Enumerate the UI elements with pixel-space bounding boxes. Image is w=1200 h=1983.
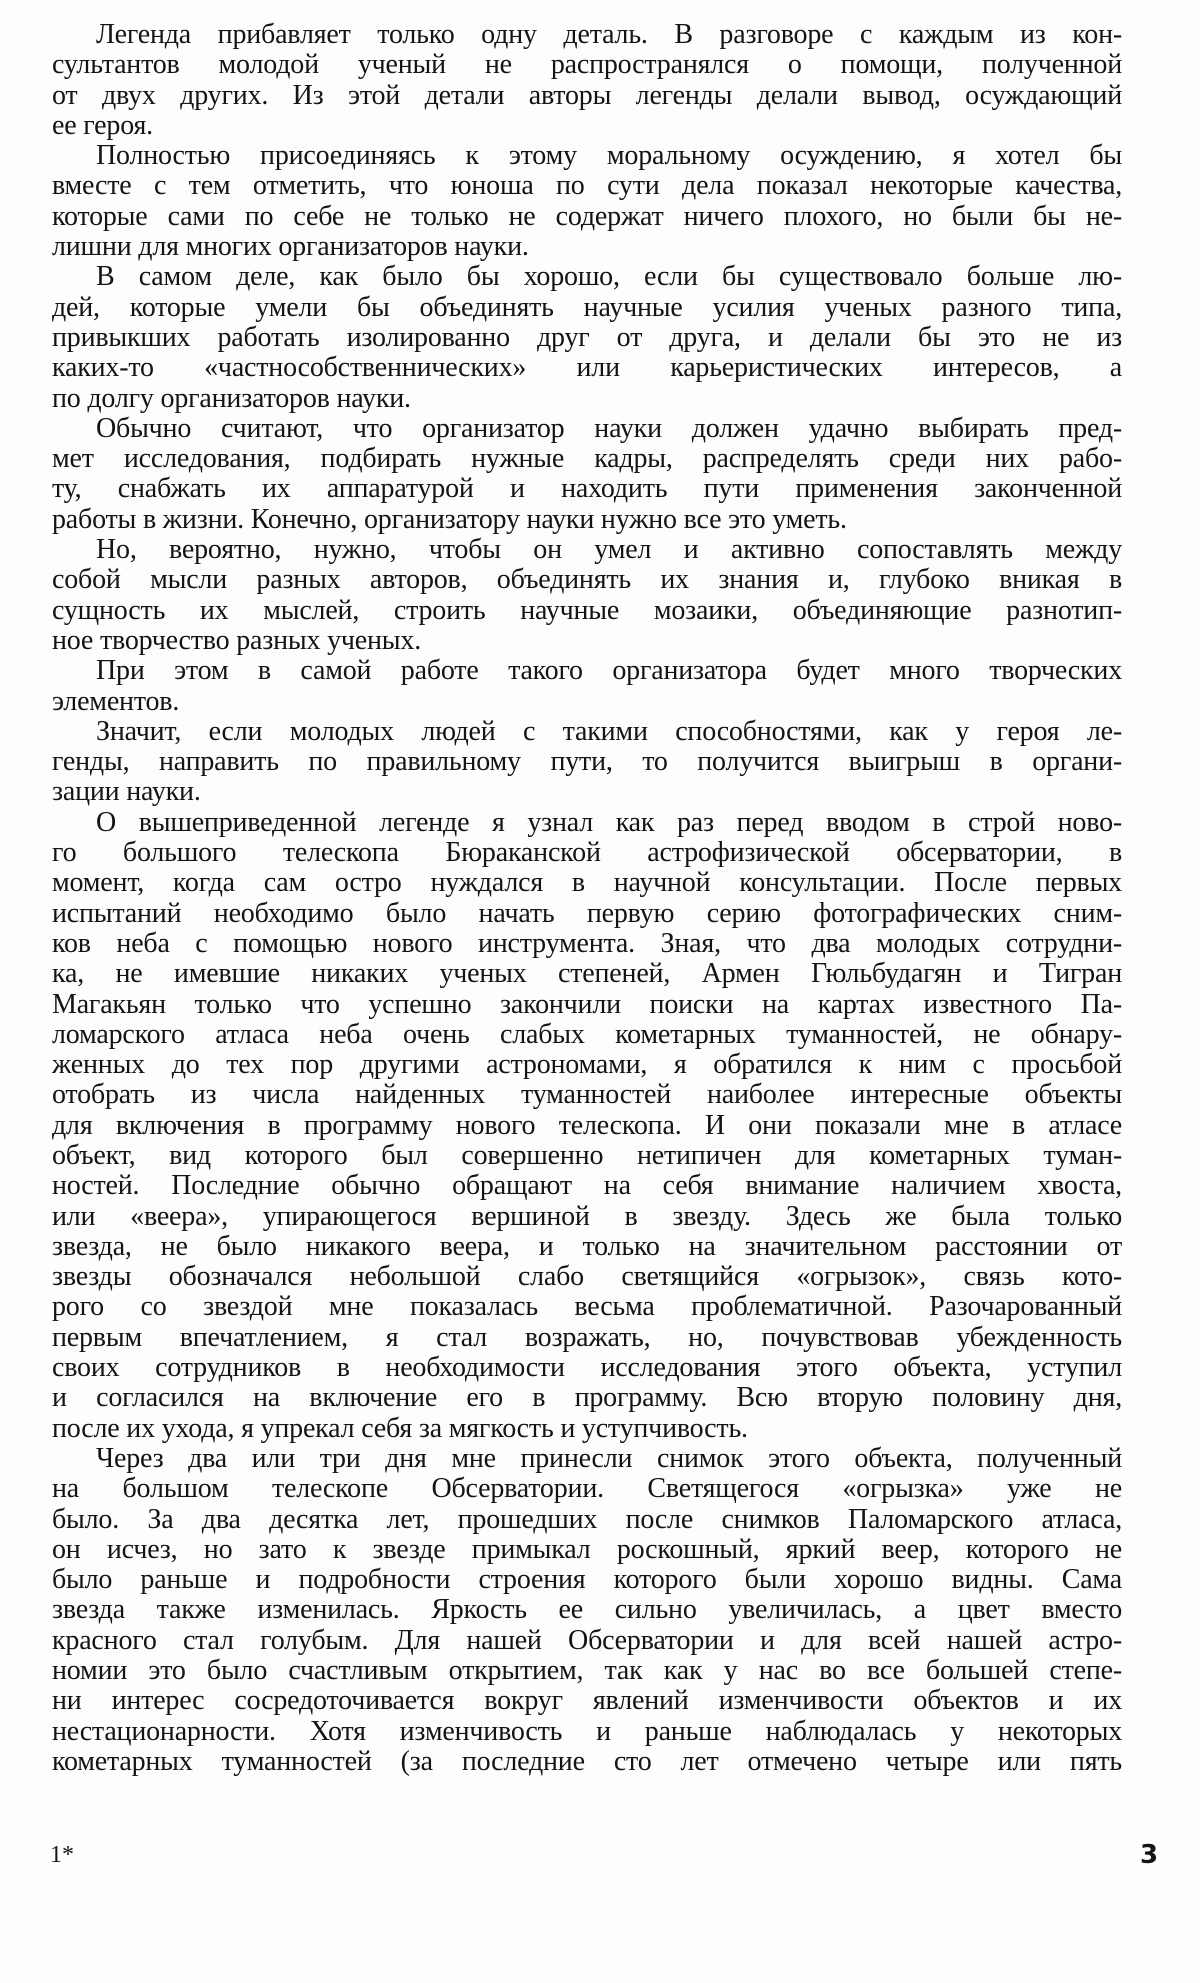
paragraph (52, 535, 1122, 656)
text-line: по долгу организаторов науки. (52, 382, 411, 414)
text-line: было раньше и подробности строения которого были хорошо видны. Сама (52, 1564, 1122, 1596)
text-line: звезды обозначался небольшой слабо светящийся «огрызок», связь кото- (52, 1261, 1122, 1293)
text-line: момент, когда сам остро нуждался в научной консультации. После первых (52, 867, 1122, 899)
text-line: ни интерес сосредоточивается вокруг явлений изменчивости объектов и их (52, 1685, 1122, 1717)
text-line: звезда, не было никакого веера, и только на значительном расстоянии от (52, 1230, 1122, 1262)
paragraph (52, 414, 1122, 535)
text-line: женных до тех пор другими астрономами, я обратился к ним с просьбой (52, 1049, 1122, 1081)
text-line: каких-то «частнособственнических» или карьеристических интересов, а (52, 352, 1122, 384)
text-line: сущность их мыслей, строить научные мозаики, объединяющие разнотип- (52, 594, 1122, 626)
text-line: и согласился на включение его в программу. Всю вторую половину дня, (52, 1382, 1122, 1414)
text-line: от двух других. Из этой детали авторы легенды делали вывод, осуждающий (52, 79, 1122, 111)
paragraph (52, 20, 1122, 141)
text-line: О вышеприведенной легенде я узнал как раз перед вводом в строй ново- (96, 806, 1122, 838)
text-line: своих сотрудников в необходимости исследования этого объекта, уступил (52, 1352, 1122, 1384)
text-line: В самом деле, как было бы хорошо, если бы существовало больше лю- (96, 261, 1122, 293)
text-line: мет исследования, подбирать нужные кадры, распределять среди них рабо- (52, 443, 1122, 475)
text-line: генды, направить по правильному пути, то получится выигрыш в органи- (52, 746, 1122, 778)
text-line: элементов. (52, 685, 180, 717)
paragraph (52, 262, 1122, 413)
text-line: зации науки. (52, 776, 201, 808)
text-line: красного стал голубым. Для нашей Обсерватории и для всей нашей астро- (52, 1624, 1122, 1656)
text-line: испытаний необходимо было начать первую серию фотографических сним- (52, 897, 1122, 929)
text-line: отобрать из числа найденных туманностей наиболее интересные объекты (52, 1079, 1122, 1111)
paragraph (52, 717, 1122, 808)
text-line: Полностью присоединяясь к этому моральному осуждению, я хотел бы (96, 140, 1122, 172)
text-line: вместе с тем отметить, что юноша по сути дела показал некоторые качества, (52, 170, 1122, 202)
text-line: номии это было счастливым открытием, так как у нас во все большей степе- (52, 1655, 1122, 1687)
text-line: на большом телескопе Обсерватории. Светящегося «огрызка» уже не (52, 1473, 1122, 1505)
text-line: собой мысли разных авторов, объединять их знания и, глубоко вникая в (52, 564, 1122, 596)
text-line: привыкших работать изолированно друг от друга, и делали бы это не из (52, 321, 1122, 353)
text-line: нестационарности. Хотя изменчивость и раньше наблюдалась у некоторых (52, 1715, 1122, 1747)
text-line: для включения в программу нового телескопа. И они показали мне в атласе (52, 1109, 1122, 1141)
text-line: которые сами по себе не только не содержат ничего плохого, но были бы не- (52, 200, 1122, 232)
text-line: ту, снабжать их аппаратурой и находить пути применения законченной (52, 473, 1122, 505)
text-line: дей, которые умели бы объединять научные усилия ученых разного типа, (52, 291, 1122, 323)
text-line: Значит, если молодых людей с такими способностями, как у героя ле- (96, 715, 1122, 747)
text-line: Но, вероятно, нужно, чтобы он умел и активно сопоставлять между (96, 534, 1122, 566)
text-line: объект, вид которого был совершенно нетипичен для кометарных туман- (52, 1139, 1122, 1171)
text-line: сультантов молодой ученый не распространялся о помощи, полученной (52, 49, 1122, 81)
text-line: после их ухода, я упрекал себя за мягкость и уступчивость. (52, 1412, 748, 1444)
text-line: рого со звездой мне показалась весьма проблематичной. Разочарованный (52, 1291, 1122, 1323)
paragraph (52, 808, 1122, 1444)
text-line: он исчез, но зато к звезде примыкал роскошный, яркий веер, которого не (52, 1533, 1122, 1565)
text-line: первым впечатлением, я стал возражать, но, почувствовав убежденность (52, 1321, 1122, 1353)
page-number: 3 (1140, 1840, 1159, 1870)
text-line: ка, не имевшие никаких ученых степеней, Армен Гюльбудагян и Тигран (52, 958, 1122, 990)
text-line: Магакьян только что успешно закончили поиски на картах известного Па- (52, 988, 1122, 1020)
page-body (52, 20, 1122, 1777)
paragraph (52, 141, 1122, 262)
paragraph (52, 1444, 1122, 1777)
text-line: ностей. Последние обычно обращают на себя внимание наличием хвоста, (52, 1170, 1122, 1202)
text-line: работы в жизни. Конечно, организатору науки нужно все это уметь. (52, 503, 847, 535)
text-line: было. За два десятка лет, прошедших после снимков Паломарского атласа, (52, 1503, 1122, 1535)
text-line: ее героя. (52, 109, 153, 141)
text-line: ное творчество разных ученых. (52, 624, 422, 656)
text-line: ломарского атласа неба очень слабых кометарных туманностей, не обнару- (52, 1018, 1122, 1050)
text-line: Обычно считают, что организатор науки должен удачно выбирать пред- (96, 412, 1122, 444)
text-line: ков неба с помощью нового инструмента. Зная, что два молодых сотрудни- (52, 927, 1122, 959)
text-line: Легенда прибавляет только одну деталь. В разговоре с каждым из кон- (96, 19, 1122, 50)
text-line: Через два или три дня мне принесли снимок этого объекта, полученный (96, 1442, 1122, 1474)
text-line: При этом в самой работе такого организатора будет много творческих (96, 655, 1122, 687)
text-line: звезда также изменилась. Яркость ее сильно увеличилась, а цвет вместо (52, 1594, 1122, 1626)
signature-mark: 1* (50, 1842, 74, 1868)
paragraph (52, 656, 1122, 717)
text-line: го большого телескопа Бюраканской астрофизической обсерватории, в (52, 837, 1122, 869)
text-line: кометарных туманностей (за последние сто лет отмечено четыре или пять (52, 1745, 1122, 1777)
text-line: лишни для многих организаторов науки. (52, 231, 529, 263)
text-line: или «веера», упирающегося вершиной в звезду. Здесь же была только (52, 1200, 1122, 1232)
